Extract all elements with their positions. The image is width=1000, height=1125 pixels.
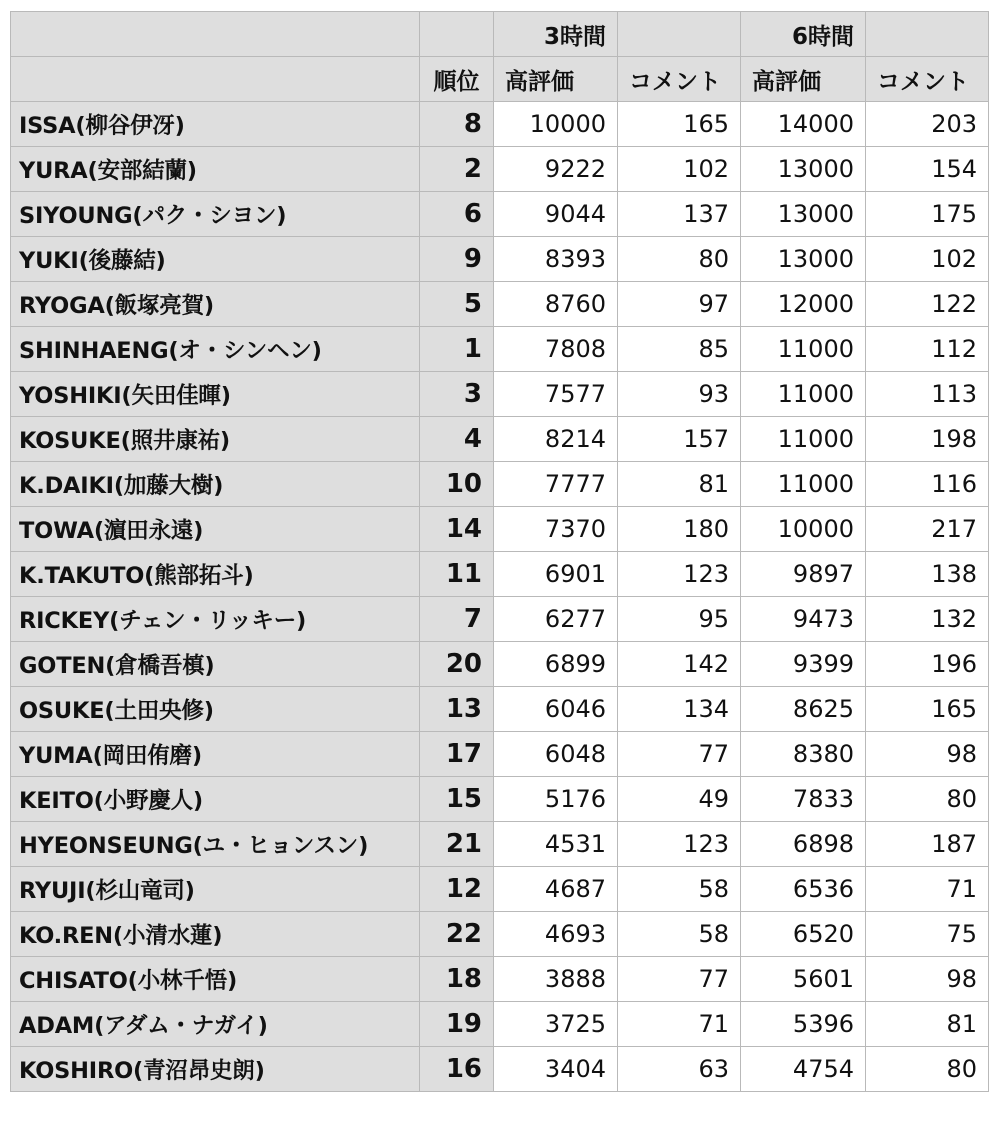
table-row [11,282,989,327]
header-blank [11,12,420,57]
rank-cell: 14 [420,507,494,552]
trainee-name: TOWA(濵田永遠) [11,507,420,552]
rank-cell: 12 [420,867,494,912]
trainee-name: RICKEY(チェン・リッキー) [11,597,420,642]
header-likes-3h: 高評価 [494,57,618,102]
comments-6h-cell: 71 [866,867,989,912]
table-row [11,912,989,957]
ranking-table [10,11,989,1092]
rank-cell: 3 [420,372,494,417]
likes-3h-cell: 5176 [494,777,618,822]
rank-cell: 9 [420,237,494,282]
table-row [11,777,989,822]
rank-cell: 17 [420,732,494,777]
comments-3h-cell: 93 [618,372,741,417]
comments-6h-cell: 112 [866,327,989,372]
rank-cell: 13 [420,687,494,732]
table-row [11,732,989,777]
likes-3h-cell: 4531 [494,822,618,867]
comments-6h-cell: 203 [866,102,989,147]
header-comments-6h: コメント [866,57,989,102]
trainee-name: KEITO(小野慶人) [11,777,420,822]
likes-6h-cell: 8380 [741,732,866,777]
comments-6h-cell: 113 [866,372,989,417]
rank-cell: 11 [420,552,494,597]
trainee-name: KO.REN(小清水蓮) [11,912,420,957]
table-body [11,102,989,1092]
table-row [11,147,989,192]
likes-3h-cell: 9044 [494,192,618,237]
comments-6h-cell: 102 [866,237,989,282]
header-blank-3h [618,12,741,57]
likes-3h-cell: 3404 [494,1047,618,1092]
comments-6h-cell: 81 [866,1002,989,1047]
trainee-name: ADAM(アダム・ナガイ) [11,1002,420,1047]
rank-cell: 21 [420,822,494,867]
rank-cell: 19 [420,1002,494,1047]
header-blank-6h [866,12,989,57]
likes-3h-cell: 4687 [494,867,618,912]
trainee-name: CHISATO(小林千悟) [11,957,420,1002]
table-row [11,597,989,642]
rank-cell: 10 [420,462,494,507]
comments-3h-cell: 58 [618,912,741,957]
comments-3h-cell: 95 [618,597,741,642]
comments-3h-cell: 137 [618,192,741,237]
comments-3h-cell: 157 [618,417,741,462]
comments-6h-cell: 175 [866,192,989,237]
table-row [11,102,989,147]
likes-3h-cell: 6277 [494,597,618,642]
rank-cell: 16 [420,1047,494,1092]
trainee-name: SHINHAENG(オ・シンヘン) [11,327,420,372]
likes-6h-cell: 13000 [741,192,866,237]
rank-cell: 7 [420,597,494,642]
comments-6h-cell: 187 [866,822,989,867]
trainee-name: K.DAIKI(加藤大樹) [11,462,420,507]
likes-6h-cell: 12000 [741,282,866,327]
likes-3h-cell: 8760 [494,282,618,327]
likes-6h-cell: 11000 [741,417,866,462]
likes-3h-cell: 7370 [494,507,618,552]
table-row [11,867,989,912]
trainee-name: YOSHIKI(矢田佳暉) [11,372,420,417]
header-rank: 順位 [420,57,494,102]
trainee-name: SIYOUNG(パク・シヨン) [11,192,420,237]
trainee-name: YUKI(後藤結) [11,237,420,282]
header-row-groups [11,12,989,57]
table-row [11,372,989,417]
likes-6h-cell: 8625 [741,687,866,732]
table-row [11,687,989,732]
likes-6h-cell: 13000 [741,147,866,192]
likes-6h-cell: 9473 [741,597,866,642]
header-row-columns [11,57,989,102]
comments-3h-cell: 77 [618,732,741,777]
likes-3h-cell: 6901 [494,552,618,597]
comments-6h-cell: 154 [866,147,989,192]
likes-6h-cell: 13000 [741,237,866,282]
trainee-name: K.TAKUTO(熊部拓斗) [11,552,420,597]
header-group-3h: 3時間 [494,12,618,57]
likes-3h-cell: 7808 [494,327,618,372]
comments-3h-cell: 80 [618,237,741,282]
comments-6h-cell: 80 [866,1047,989,1092]
comments-3h-cell: 165 [618,102,741,147]
likes-3h-cell: 3888 [494,957,618,1002]
trainee-name: YUMA(岡田侑磨) [11,732,420,777]
likes-6h-cell: 6520 [741,912,866,957]
comments-6h-cell: 196 [866,642,989,687]
table-row [11,552,989,597]
rank-cell: 5 [420,282,494,327]
table-row [11,642,989,687]
likes-3h-cell: 3725 [494,1002,618,1047]
likes-3h-cell: 9222 [494,147,618,192]
trainee-name: RYUJI(杉山竜司) [11,867,420,912]
likes-3h-cell: 6048 [494,732,618,777]
likes-6h-cell: 11000 [741,327,866,372]
comments-3h-cell: 134 [618,687,741,732]
likes-3h-cell: 4693 [494,912,618,957]
table-row [11,327,989,372]
trainee-name: OSUKE(土田央修) [11,687,420,732]
likes-3h-cell: 7577 [494,372,618,417]
header-group-6h: 6時間 [741,12,866,57]
comments-3h-cell: 180 [618,507,741,552]
likes-3h-cell: 6899 [494,642,618,687]
table-row [11,822,989,867]
comments-6h-cell: 132 [866,597,989,642]
comments-3h-cell: 81 [618,462,741,507]
likes-6h-cell: 5396 [741,1002,866,1047]
comments-3h-cell: 123 [618,822,741,867]
table-row [11,507,989,552]
comments-6h-cell: 116 [866,462,989,507]
trainee-name: RYOGA(飯塚亮賀) [11,282,420,327]
likes-6h-cell: 14000 [741,102,866,147]
rank-cell: 18 [420,957,494,1002]
rank-cell: 20 [420,642,494,687]
comments-3h-cell: 63 [618,1047,741,1092]
table-row [11,237,989,282]
comments-6h-cell: 165 [866,687,989,732]
likes-6h-cell: 10000 [741,507,866,552]
comments-3h-cell: 142 [618,642,741,687]
header-comments-3h: コメント [618,57,741,102]
comments-6h-cell: 198 [866,417,989,462]
table-row [11,417,989,462]
table-row [11,957,989,1002]
likes-3h-cell: 8214 [494,417,618,462]
comments-3h-cell: 49 [618,777,741,822]
comments-3h-cell: 77 [618,957,741,1002]
trainee-name: KOSHIRO(青沼昂史朗) [11,1047,420,1092]
rank-cell: 8 [420,102,494,147]
trainee-name: HYEONSEUNG(ユ・ヒョンスン) [11,822,420,867]
comments-6h-cell: 122 [866,282,989,327]
comments-3h-cell: 58 [618,867,741,912]
trainee-name: YURA(安部結蘭) [11,147,420,192]
likes-6h-cell: 4754 [741,1047,866,1092]
likes-6h-cell: 6536 [741,867,866,912]
likes-3h-cell: 8393 [494,237,618,282]
trainee-name: KOSUKE(照井康祐) [11,417,420,462]
likes-6h-cell: 7833 [741,777,866,822]
rank-cell: 15 [420,777,494,822]
comments-6h-cell: 75 [866,912,989,957]
likes-3h-cell: 10000 [494,102,618,147]
comments-3h-cell: 85 [618,327,741,372]
likes-6h-cell: 6898 [741,822,866,867]
likes-6h-cell: 11000 [741,372,866,417]
likes-6h-cell: 9897 [741,552,866,597]
header-likes-6h: 高評価 [741,57,866,102]
table-row [11,192,989,237]
comments-6h-cell: 98 [866,957,989,1002]
comments-3h-cell: 102 [618,147,741,192]
comments-6h-cell: 98 [866,732,989,777]
likes-6h-cell: 9399 [741,642,866,687]
comments-6h-cell: 138 [866,552,989,597]
likes-3h-cell: 7777 [494,462,618,507]
rank-cell: 4 [420,417,494,462]
trainee-name: ISSA(柳谷伊冴) [11,102,420,147]
trainee-name: GOTEN(倉橋吾槙) [11,642,420,687]
table-row [11,1002,989,1047]
comments-3h-cell: 123 [618,552,741,597]
table-row [11,1047,989,1092]
rank-cell: 22 [420,912,494,957]
comments-3h-cell: 97 [618,282,741,327]
likes-6h-cell: 11000 [741,462,866,507]
comments-6h-cell: 217 [866,507,989,552]
comments-3h-cell: 71 [618,1002,741,1047]
table-row [11,462,989,507]
header-name [11,57,420,102]
rank-cell: 2 [420,147,494,192]
header-blank-rank [420,12,494,57]
rank-cell: 6 [420,192,494,237]
likes-6h-cell: 5601 [741,957,866,1002]
comments-6h-cell: 80 [866,777,989,822]
rank-cell: 1 [420,327,494,372]
likes-3h-cell: 6046 [494,687,618,732]
